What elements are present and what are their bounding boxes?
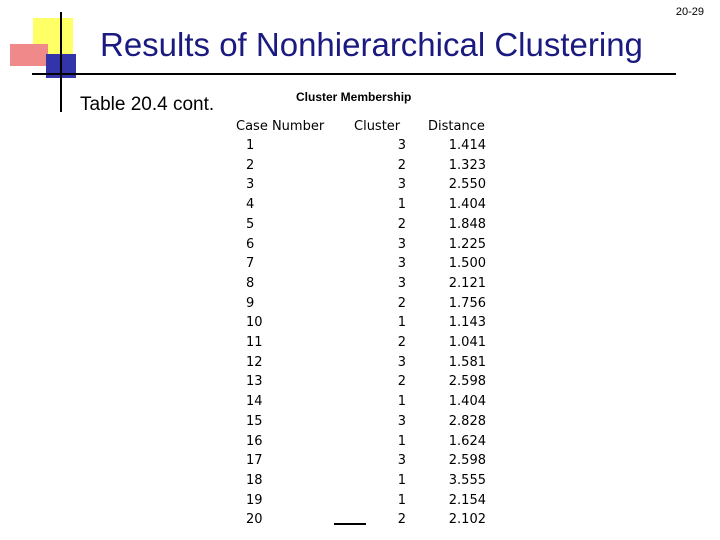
cluster-cell: 2	[397, 374, 406, 390]
distance-cell: 1.414	[448, 138, 486, 153]
case-number-cell: 7	[246, 256, 255, 272]
distance-cell: 2.121	[448, 275, 486, 291]
distance-cell: 1.041	[448, 335, 486, 350]
cluster-cell: 3	[397, 354, 406, 370]
distance-cell: 2.550	[448, 177, 486, 193]
case-number-cell: 8	[246, 275, 255, 291]
cluster-cell: 2	[397, 157, 406, 173]
case-number-cell: 1	[246, 138, 255, 153]
case-number-cell: 11	[246, 335, 263, 350]
table-title: Cluster Membership	[296, 90, 412, 104]
case-number-cell: 20	[246, 512, 263, 528]
case-number-cell: 17	[246, 453, 263, 469]
slide-number: 20-29	[675, 6, 704, 18]
case-number-cell: 2	[246, 157, 255, 173]
case-number-cell: 13	[246, 374, 263, 390]
cluster-cell: 3	[397, 177, 406, 193]
case-number-cell: 12	[246, 354, 263, 370]
title-underline	[32, 73, 676, 75]
distance-cell: 1.500	[448, 256, 486, 272]
table-bottom-rule	[334, 523, 366, 525]
case-number-cell: 9	[246, 295, 255, 311]
case-number-cell: 10	[246, 315, 263, 331]
case-number-cell: 19	[246, 492, 263, 508]
distance-cell: 1.624	[448, 433, 486, 449]
table-caption: Table 20.4 cont.	[80, 94, 215, 115]
distance-cell: 1.756	[448, 295, 486, 311]
cluster-cell: 3	[397, 256, 406, 272]
case-number-cell: 3	[246, 177, 255, 193]
slide-title: Results of Nonhierarchical Clustering	[100, 26, 643, 63]
distance-cell: 1.404	[448, 197, 486, 213]
cluster-cell: 1	[397, 472, 406, 488]
cluster-cell: 1	[397, 394, 406, 410]
distance-cell: 1.323	[448, 157, 486, 173]
cluster-cell: 1	[397, 492, 406, 508]
case-number-cell: 15	[246, 413, 263, 429]
case-number-cell: 5	[246, 216, 255, 232]
case-number-cell: 18	[246, 472, 263, 488]
cluster-cell: 3	[397, 413, 406, 429]
case-number-cell: 14	[246, 394, 263, 410]
distance-cell: 2.102	[448, 512, 486, 528]
cluster-cell: 1	[397, 433, 406, 449]
distance-header: Distance	[428, 119, 485, 134]
decorative-red-square	[10, 44, 48, 66]
distance-cell: 1.225	[448, 236, 486, 252]
decorative-vertical-line	[60, 12, 62, 112]
distance-cell: 2.598	[448, 374, 486, 390]
cluster-cell: 2	[397, 512, 406, 528]
distance-cell: 1.404	[448, 394, 486, 410]
distance-cell: 2.154	[448, 492, 486, 508]
case-number-header: Case Number	[236, 119, 325, 134]
cluster-cell: 2	[397, 335, 406, 350]
distance-cell: 2.598	[448, 453, 486, 469]
cluster-cell: 3	[397, 275, 406, 291]
case-number-cell: 6	[246, 236, 255, 252]
cluster-cell: 1	[397, 315, 406, 331]
cluster-cell: 2	[397, 216, 406, 232]
distance-cell: 3.555	[448, 472, 486, 488]
cluster-cell: 1	[397, 197, 406, 213]
distance-cell: 2.828	[448, 413, 486, 429]
distance-cell: 1.581	[448, 354, 486, 370]
distance-cell: 1.143	[448, 315, 486, 331]
distance-cell: 1.848	[448, 216, 486, 232]
case-number-cell: 4	[246, 197, 255, 213]
cluster-cell: 2	[397, 295, 406, 311]
case-number-cell: 16	[246, 433, 263, 449]
cluster-cell: 3	[397, 138, 406, 153]
cluster-header: Cluster	[354, 119, 401, 134]
cluster-cell: 3	[397, 453, 406, 469]
cluster-cell: 3	[397, 236, 406, 252]
